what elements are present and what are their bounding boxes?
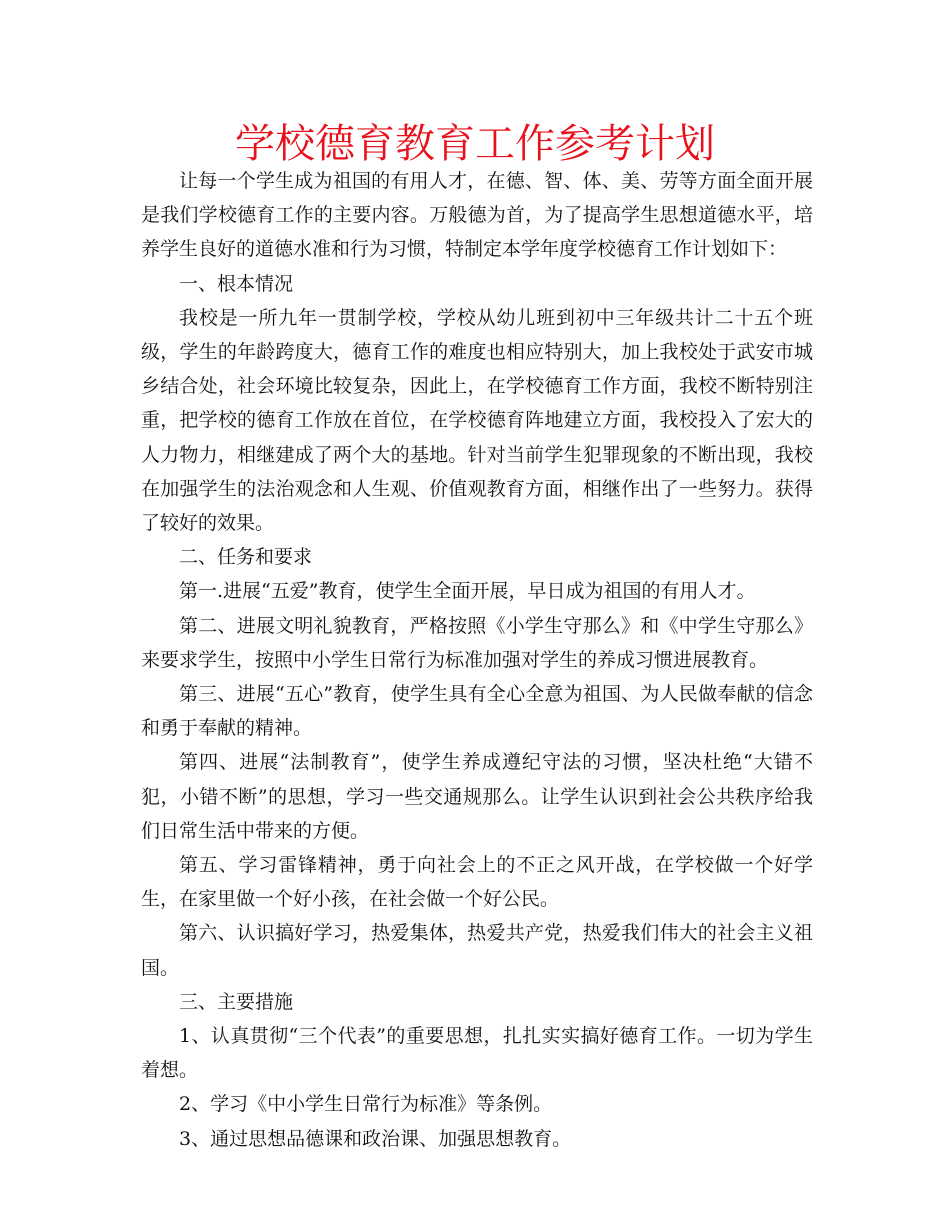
paragraph-task-1: 第一.进展“五爱”教育，使学生全面开展，早日成为祖国的有用人才。 bbox=[179, 580, 756, 603]
document-body bbox=[141, 164, 813, 1156]
paragraph-task-5: 第五、学习雷锋精神，勇于向社会上的不正之风开战，在学校做一个好学生，在家里做一个好小孩，在社会做一个好公民。 bbox=[141, 854, 813, 911]
paragraph-measure-1: 1、认真贯彻“三个代表”的重要思想，扎扎实实搞好德育工作。一切为学生着想。 bbox=[141, 1025, 813, 1082]
paragraph-intro: 让每一个学生成为祖国的有用人才，在德、智、体、美、劳等方面全面开展是我们学校德育工作的主要内容。万般德为首，为了提高学生思想道德水平，培养学生良好的道德水准和行为习惯，特制定本学年度学校德育工作计划如下： bbox=[141, 170, 813, 261]
section-heading-tasks: 二、任务和要求 bbox=[179, 546, 313, 569]
paragraph-task-2: 第二、进展文明礼貌教育，严格按照《小学生守那么》和《中学生守那么》来要求学生，按照中小学生日常行为标准加强对学生的养成习惯进展教育。 bbox=[141, 614, 813, 671]
paragraph-task-6: 第六、认识搞好学习，热爱集体，热爱共产党，热爱我们伟大的社会主义祖国。 bbox=[141, 922, 813, 979]
document-title: 学校德育教育工作参考计划 bbox=[235, 121, 715, 167]
paragraph-task-3: 第三、进展“五心”教育，使学生具有全心全意为祖国、为人民做奉献的信念和勇于奉献的精神。 bbox=[141, 683, 813, 740]
section-heading-measures: 三、主要措施 bbox=[179, 990, 294, 1013]
paragraph-measure-2: 2、学习《中小学生日常行为标准》等条例。 bbox=[179, 1093, 553, 1116]
section-heading-basic-situation: 一、根本情况 bbox=[179, 272, 294, 295]
paragraph-measure-3: 3、通过思想品德课和政治课、加强思想教育。 bbox=[179, 1127, 572, 1150]
paragraph-task-4: 第四、进展“法制教育”，使学生养成遵纪守法的习惯，坚决杜绝“大错不犯，小错不断”的思想，学习一些交通规那么。让学生认识到社会公共秩序给我们日常生活中带来的方便。 bbox=[141, 751, 813, 842]
paragraph-school-situation: 我校是一所九年一贯制学校，学校从幼儿班到初中三年级共计二十五个班级，学生的年龄跨度大，德育工作的难度也相应特别大，加上我校处于武安市城乡结合处，社会环境比较复杂，因此上，在学校德育工作方面，我校不断特别注重，把学校的德育工作放在首位，在学校德育阵地建立方面，我校投入了宏大的人力物力，相继建成了两个大的基地。针对当前学生犯罪现象的不断出现，我校在加强学生的法治观念和人生观、价值观教育方面，相继作出了一些努力。获得了较好的效果。 bbox=[141, 306, 813, 535]
